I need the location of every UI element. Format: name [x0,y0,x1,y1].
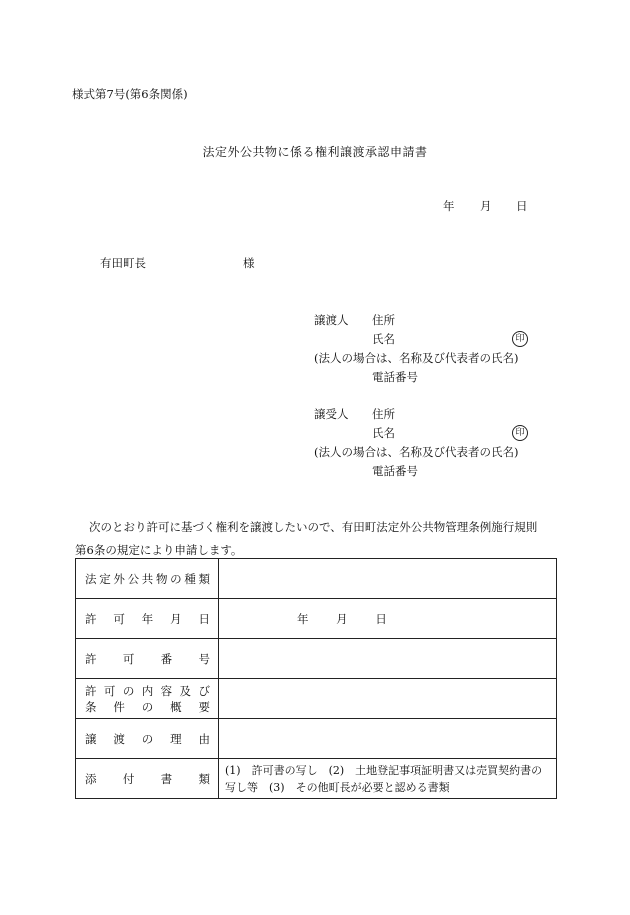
row-label-permit-number [76,639,219,679]
label-char: 内 [141,683,154,698]
table-row [76,639,557,679]
label-char: 要 [198,699,210,714]
label-char: 類 [198,771,210,786]
label-char: 概 [170,699,182,714]
table-row [76,759,557,799]
label-char: 番 [160,651,173,666]
date-year-label: 年 [443,199,455,213]
assignee-seal-icon: 印 [512,425,528,441]
label-char: 可 [103,683,116,698]
table-row [76,679,557,719]
row-label-permit-conditions [76,679,219,719]
label-char: 法 [85,571,97,586]
label-char: 渡 [113,731,125,746]
application-details-table [75,558,557,799]
label-char: 由 [198,731,210,746]
label-char: 理 [170,731,182,746]
row-value-permit-number[interactable] [219,639,557,679]
row-value-permit-conditions[interactable] [219,679,557,719]
table-row [76,599,557,639]
permit-date-month: 月 [336,611,348,626]
row-value-facility-type[interactable] [219,559,557,599]
addressee-name: 有田町長 [100,256,146,270]
label-char: 付 [122,771,135,786]
label-char: 日 [198,611,210,626]
label-char: 容 [160,683,173,698]
row-value-permit-date[interactable] [219,599,557,639]
assignor-address-label: 住所 [372,313,395,327]
label-char: の [141,731,154,746]
assignee-role-label: 譲受人 [314,407,349,421]
row-value-attachments [219,759,557,799]
label-char: 号 [198,651,210,666]
label-char: 可 [113,611,125,626]
label-char: 種 [184,571,196,586]
document-title: 法定外公共物に係る権利譲渡承認申請書 [202,145,428,159]
label-char: 共 [141,571,154,586]
label-char: び [198,683,210,698]
label-char: 年 [141,611,154,626]
assignor-corporate-note: (法人の場合は、名称及び代表者の氏名) [314,351,519,365]
label-char: 公 [127,571,140,586]
application-statement: 次のとおり許可に基づく権利を譲渡したいので、有田町法定外公共物管理条例施行規則第6条の規定により申請します。 [75,520,538,557]
row-value-transfer-reason[interactable] [219,719,557,759]
label-char: 許 [85,651,97,666]
label-char: 外 [113,571,125,586]
row-label-transfer-reason [76,719,219,759]
form-number-label: 様式第7号(第6条関係) [72,87,188,101]
label-char: 譲 [85,731,97,746]
label-char: 及 [179,683,192,698]
label-char: 許 [85,611,97,626]
label-char: 書 [160,771,173,786]
label-char: 条 [85,699,97,714]
date-month-label: 月 [480,199,492,213]
row-label-permit-date [76,599,219,639]
row-label-facility-type [76,559,219,599]
assignor-role-label: 譲渡人 [314,313,349,327]
permit-date-year: 年 [297,611,309,626]
label-char: 許 [85,683,97,698]
label-char: 件 [113,699,125,714]
label-char: 物 [155,571,168,586]
permit-date-day: 日 [375,611,387,626]
label-char: 添 [85,771,97,786]
label-char: 類 [198,571,210,586]
assignee-corporate-note: (法人の場合は、名称及び代表者の氏名) [314,445,519,459]
date-day-label: 日 [516,199,528,213]
label-char: の [122,683,135,698]
table-row [76,559,557,599]
assignee-address-label: 住所 [372,407,395,421]
row-label-attachments [76,759,219,799]
label-char: 可 [122,651,135,666]
attachments-list-text: (1) 許可書の写し (2) 土地登記事項証明書又は売買契約書の写し等 (3) その他町長が必要と認める書類 [225,763,543,794]
assignor-phone-label: 電話番号 [372,370,418,384]
label-char: 定 [99,571,111,586]
label-char: の [170,571,182,586]
assignee-phone-label: 電話番号 [372,464,418,478]
label-char: の [141,699,154,714]
label-char: 月 [170,611,182,626]
assignee-name-label: 氏名 [372,426,395,440]
addressee-honorific: 様 [243,256,255,270]
assignor-seal-icon: 印 [512,331,528,347]
table-row [76,719,557,759]
assignor-name-label: 氏名 [372,332,395,346]
